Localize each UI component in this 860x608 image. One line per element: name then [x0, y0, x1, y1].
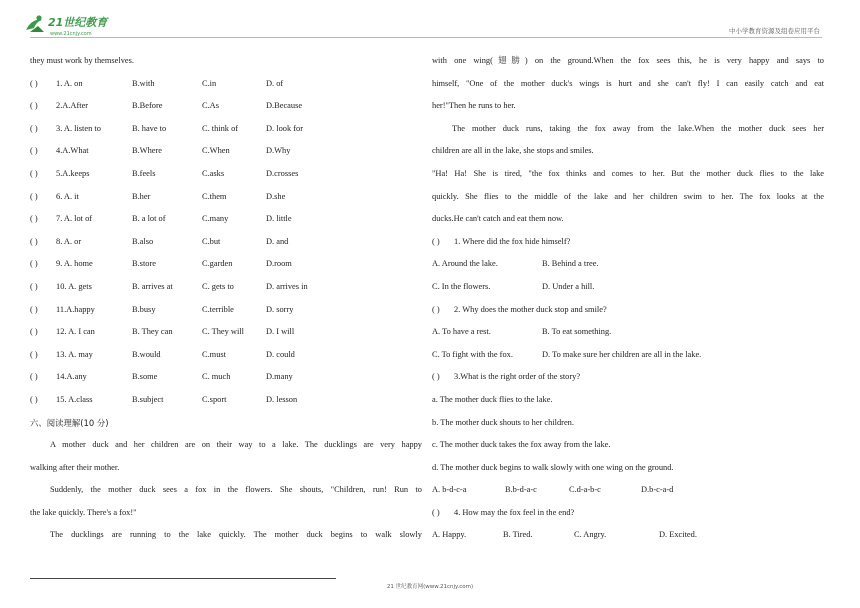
option-b: B. have to	[132, 123, 167, 133]
option-d: D. look for	[266, 123, 303, 133]
option-b: B. a lot of	[132, 214, 166, 224]
option-b: B.with	[132, 78, 155, 88]
left-column	[30, 50, 422, 547]
option: D. To make sure her children are all in the lake.	[542, 349, 702, 359]
question-text: 2. Why does the mother duck stop and smile?	[454, 304, 607, 314]
option-c: C.As	[202, 101, 219, 111]
cloze-question	[30, 299, 422, 322]
question-text: 4. How may the fox feel in the end?	[454, 507, 575, 517]
option-a: 6. A. it	[56, 191, 79, 201]
option-d: D. little	[266, 214, 292, 224]
option-row	[432, 524, 824, 547]
answer-blank[interactable]: ( )	[30, 372, 38, 382]
option-c: C.asks	[202, 168, 225, 178]
option-d: D. lesson	[266, 394, 298, 404]
answer-blank[interactable]: ( )	[432, 304, 440, 314]
reading-question-4	[432, 502, 824, 525]
passage-line: children are all in the lake, she stops and smiles.	[432, 146, 594, 156]
question-text: 1. Where did the fox hide himself?	[454, 236, 571, 246]
story-event: b. The mother duck shouts to her children.	[432, 417, 574, 427]
logo-subtext: www.21cnjy.com	[50, 31, 92, 37]
option-b: B.some	[132, 372, 158, 382]
answer-blank[interactable]: ( )	[30, 214, 38, 224]
reading-question-2	[432, 299, 824, 322]
option-c: C. They will	[202, 327, 244, 337]
option-d: D. sorry	[266, 304, 294, 314]
option-row	[432, 276, 824, 299]
answer-blank[interactable]: ( )	[30, 236, 38, 246]
option-d: D. of	[266, 78, 284, 88]
passage-line: "Ha! Ha! She is tired, "the fox thinks and comes to her. But the mother duck flies to the lake	[432, 168, 824, 178]
cloze-question	[30, 276, 422, 299]
passage-line: with one wing(翅膀) on the ground.When the fox sees this, he is very happy and says to	[432, 56, 824, 65]
option: B.b-d-a-c	[505, 485, 537, 495]
page-header	[0, 0, 860, 40]
option: B. Tired.	[503, 530, 533, 540]
option-a: 3. A. listen to	[56, 123, 101, 133]
passage-line: her!"Then he runs to her.	[432, 101, 516, 111]
option-row	[432, 321, 824, 344]
cloze-question	[30, 321, 422, 344]
option-a: 5.A.keeps	[56, 168, 90, 178]
option-row	[432, 253, 824, 276]
cloze-question	[30, 389, 422, 412]
question-text: 3.What is the right order of the story?	[454, 372, 581, 382]
option-b: B.would	[132, 349, 161, 359]
answer-blank[interactable]: ( )	[30, 349, 38, 359]
option-d: D. could	[266, 349, 295, 359]
passage-line: Suddenly, the mother duck sees a fox in the flowers. She shouts, "Children, run! Run to	[50, 485, 422, 495]
option-c: C.terrible	[202, 304, 234, 314]
option-a: 9. A. home	[56, 259, 93, 269]
answer-blank[interactable]: ( )	[432, 507, 440, 517]
option-a: 4.A.What	[56, 146, 89, 156]
option-c: C. gets to	[202, 281, 234, 291]
answer-blank[interactable]: ( )	[30, 281, 38, 291]
passage-line: himself, "One of the mother duck's wings is hurt and she can't fly! I can easily catch and eat	[432, 78, 824, 88]
cloze-question	[30, 163, 422, 186]
option-a: 1. A. on	[56, 78, 83, 88]
option-d: D.she	[266, 191, 286, 201]
answer-blank[interactable]: ( )	[30, 78, 38, 88]
option-b: B. arrives at	[132, 281, 173, 291]
option: C. Angry.	[574, 530, 607, 540]
option-d: D. and	[266, 236, 289, 246]
passage-line: The ducklings are running to the lake quickly. The mother duck begins to walk slowly	[50, 530, 422, 540]
answer-blank[interactable]: ( )	[30, 259, 38, 269]
option-a: 14.A.any	[56, 372, 87, 382]
cloze-question	[30, 140, 422, 163]
footer-divider	[30, 578, 336, 579]
option: D. Excited.	[659, 530, 697, 540]
story-event: c. The mother duck takes the fox away from the lake.	[432, 440, 611, 450]
answer-blank[interactable]: ( )	[30, 101, 38, 111]
option: C. To fight with the fox.	[432, 349, 513, 359]
option-b: B.subject	[132, 394, 164, 404]
option: A. Happy.	[432, 530, 467, 540]
option-a: 7. A. lot of	[56, 214, 93, 224]
option-b: B.Before	[132, 101, 163, 111]
cloze-question	[30, 208, 422, 231]
passage-line: the lake quickly. There's a fox!"	[30, 507, 137, 517]
cloze-question	[30, 73, 422, 96]
option: A. b-d-c-a	[432, 485, 467, 495]
option-c: C.many	[202, 214, 229, 224]
option-b: B.feels	[132, 168, 156, 178]
story-event: d. The mother duck begins to walk slowly with one wing on the ground.	[432, 462, 674, 472]
story-event: a. The mother duck flies to the lake.	[432, 394, 553, 404]
cloze-question	[30, 95, 422, 118]
option-row	[432, 344, 824, 367]
reading-question-3	[432, 366, 824, 389]
option-d: D.Because	[266, 101, 303, 111]
cloze-question	[30, 118, 422, 141]
option: D. Under a hill.	[542, 281, 595, 291]
cloze-question	[30, 231, 422, 254]
option-d: D.many	[266, 372, 293, 382]
passage-line: ducks.He can't catch and eat them now.	[432, 214, 564, 224]
answer-blank[interactable]: ( )	[30, 146, 38, 156]
answer-blank[interactable]: ( )	[30, 327, 38, 337]
passage-line: walking after their mother.	[30, 462, 120, 472]
option-c: C. much	[202, 372, 231, 382]
intro-line: they must work by themselves.	[30, 56, 134, 65]
header-divider	[30, 37, 822, 38]
header-platform-text: 中小学教育资源及组卷应用平台	[729, 27, 820, 35]
option-d: D.crosses	[266, 168, 299, 178]
option-a: 12. A. I can	[56, 327, 95, 337]
option-b: B.also	[132, 236, 154, 246]
option: B. Behind a tree.	[542, 259, 599, 269]
answer-blank[interactable]: ( )	[432, 372, 440, 382]
passage-line: A mother duck and her children are on their way to a lake. The ducklings are very happy	[50, 440, 422, 450]
option-a: 13. A. may	[56, 349, 93, 359]
passage-line: quickly. She flies to the middle of the lake and her children swim to her. The fox looks at the	[432, 191, 824, 201]
site-logo	[22, 12, 132, 38]
answer-blank[interactable]: ( )	[30, 123, 38, 133]
right-column	[432, 50, 824, 547]
option-a: 10. A. gets	[56, 281, 92, 291]
option-d: D.room	[266, 259, 292, 269]
option-c: C.garden	[202, 259, 233, 269]
section-title: 六、阅读理解(10 分)	[30, 417, 109, 428]
option-a: 8. A. or	[56, 236, 82, 246]
answer-blank[interactable]: ( )	[30, 168, 38, 178]
option-b: B. They can	[132, 327, 173, 337]
option: A. Around the lake.	[432, 259, 498, 269]
option: B. To eat something.	[542, 327, 612, 337]
option-c: C. think of	[202, 123, 239, 133]
option-c: C.them	[202, 191, 227, 201]
page-footer: 21 世纪教育网(www.21cnjy.com)	[386, 584, 474, 590]
option-a: 15. A.class	[56, 394, 93, 404]
option-b: B.store	[132, 259, 156, 269]
option-a: 2.A.After	[56, 101, 89, 111]
option: C.d-a-b-c	[569, 485, 601, 495]
cloze-question	[30, 344, 422, 367]
cloze-question	[30, 186, 422, 209]
option-a: 11.A.happy	[56, 304, 95, 314]
option-c: C.sport	[202, 394, 227, 404]
answer-blank[interactable]: ( )	[30, 394, 38, 404]
option-d: D. I will	[266, 327, 295, 337]
logo-text: 21世纪教育	[48, 16, 108, 29]
option-c: C.in	[202, 78, 217, 88]
option: C. In the flowers.	[432, 281, 491, 291]
option-b: B.busy	[132, 304, 156, 314]
answer-blank[interactable]: ( )	[432, 236, 440, 246]
option-d: D.Why	[266, 146, 291, 156]
cloze-question-list	[30, 73, 422, 412]
option-row	[432, 479, 824, 502]
cloze-question	[30, 366, 422, 389]
answer-blank[interactable]: ( )	[30, 191, 38, 201]
option-c: C.must	[202, 349, 226, 359]
option-c: C.When	[202, 146, 230, 156]
option-b: B.Where	[132, 146, 162, 156]
reading-question-1	[432, 231, 824, 254]
answer-blank[interactable]: ( )	[30, 304, 38, 314]
option-b: B.her	[132, 191, 151, 201]
option-d: D. arrives in	[266, 281, 308, 291]
cloze-question	[30, 253, 422, 276]
option: D.b-c-a-d	[641, 485, 674, 495]
passage-line: The mother duck runs, taking the fox away from the lake.When the mother duck sees her	[452, 123, 824, 133]
option: A. To have a rest.	[432, 327, 491, 337]
option-c: C.but	[202, 236, 221, 246]
